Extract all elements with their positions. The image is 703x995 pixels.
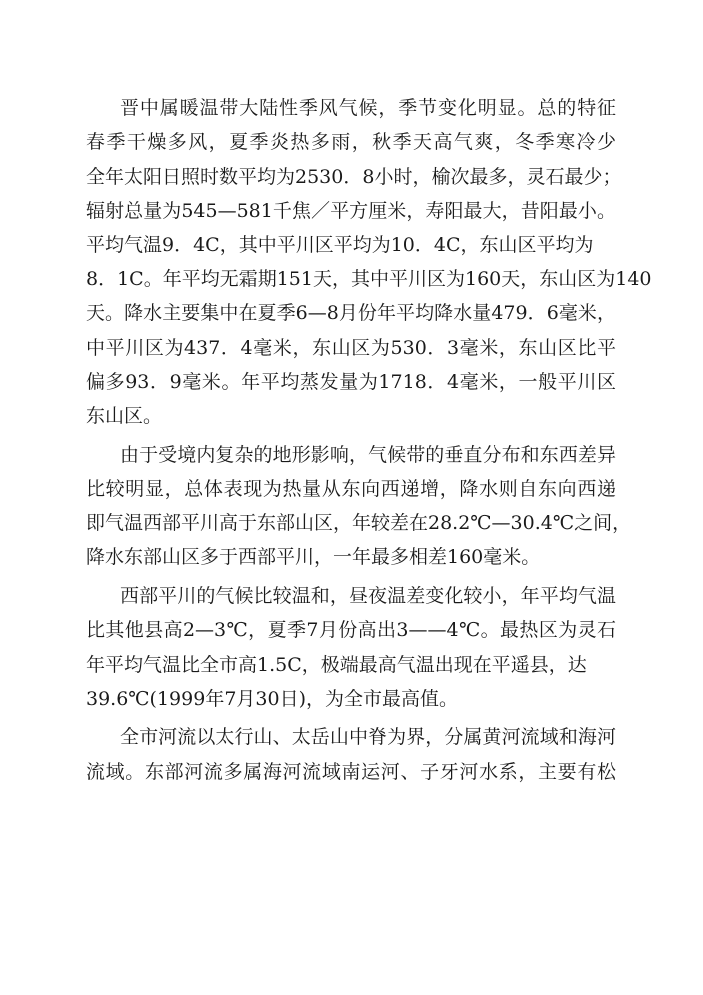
text-line: 降水东部山区多于西部平川，一年最多相差160毫米。 [86,546,541,568]
text-line: 年平均气温比全市高1.5C，极端最高气温出现在平遥县，达 [86,654,587,676]
text-line: 春季干燥多风，夏季炎热多雨，秋季天高气爽，冬季寒冷少 [86,131,616,153]
text-line: 天。降水主要集中在夏季6—8月份年平均降水量479．6毫米， [86,302,616,324]
text-line: 全市河流以太行山、太岳山中脊为界，分属黄河流域和海河 [120,726,616,748]
text-line: 即气温西部平川高于东部山区，年较差在28.2℃—30.4℃之间， [86,512,632,534]
text-line: 比较明显，总体表现为热量从东向西递增，降水则自东向西递 [86,478,616,500]
text-line: 比其他县高2—3℃，夏季7月份高出3——4℃。最热区为灵石 [86,619,616,641]
text-line: 偏多93．9毫米。年平均蒸发量为1718．4毫米，一般平川区 [86,371,616,393]
text-line: 晋中属暖温带大陆性季风气候，季节变化明显。总的特征 [120,97,616,119]
text-line: 辐射总量为545—581千焦／平方厘米，寿阳最大，昔阳最小。 [86,200,616,222]
text-line: 平均气温9．4C，其中平川区平均为10．4C，东山区平均为 [86,234,594,256]
text-line: 由于受境内复杂的地形影响，气候带的垂直分布和东西差异 [120,444,616,466]
text-line: 东山区。 [86,405,163,427]
text-line: 8．1C。年平均无霜期151天，其中平川区为160天，东山区为140 [86,268,652,290]
text-line: 全年太阳日照时数平均为2530．8小时，榆次最多，灵石最少； [86,166,622,188]
text-line: 流域。东部河流多属海河流域南运河、子牙河水系，主要有松 [86,761,616,783]
text-line: 39.6℃(1999年7月30日)，为全市最高值。 [86,688,459,710]
text-line: 西部平川的气候比较温和，昼夜温差变化较小，年平均气温 [120,585,616,607]
text-line: 中平川区为437．4毫米，东山区为530．3毫米，东山区比平 [86,337,616,359]
